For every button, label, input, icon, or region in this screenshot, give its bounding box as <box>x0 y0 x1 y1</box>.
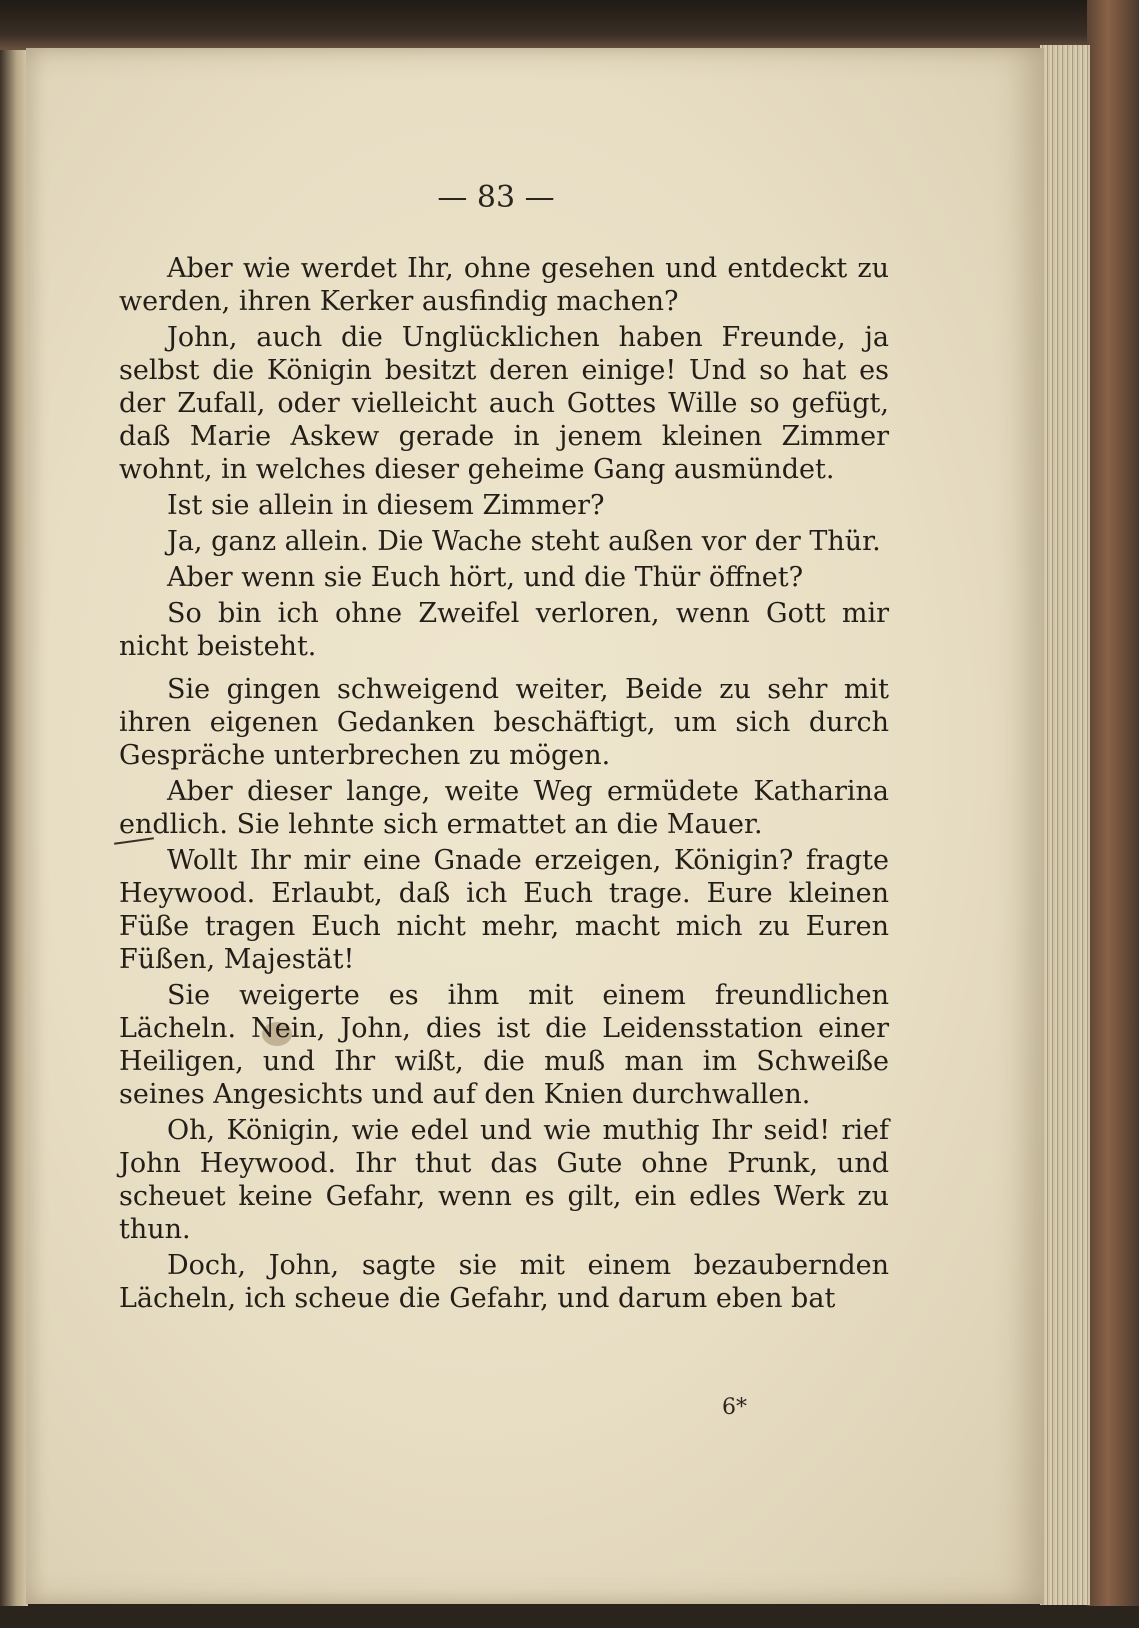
paragraph: Ist sie allein in diesem Zimmer? <box>167 490 605 521</box>
paragraph: Wollt Ihr mir eine Gnade erzeigen, Königin? fragte Heywood. Erlaubt, daß ich Euch trage. Eure kleinen Füße tragen Euch nicht mehr, macht mich zu Euren Füßen, Majestät! <box>119 845 889 975</box>
facing-page-edge <box>0 50 28 1606</box>
paragraph: Oh, Königin, wie edel und wie muthig Ihr seid! rief John Heywood. Ihr thut das Gute ohne Prunk, und scheuet keine Gefahr, wenn es gilt, ein edles Werk zu thun. <box>119 1115 889 1245</box>
paragraph: Sie weigerte es ihm mit einem freundlichen Lächeln. Nein, John, dies ist die Leidensstation einer Heiligen, und Ihr wißt, die muß man im Schweiße seines Angesichts und auf den Knien durchwallen. <box>119 980 889 1110</box>
page-number-header: — 83 — <box>437 180 555 215</box>
paragraph: Ja, ganz allein. Die Wache steht außen vor der Thür. <box>167 526 881 557</box>
paragraph: Aber dieser lange, weite Weg ermüdete Katharina endlich. Sie lehnte sich ermattet an die Mauer. <box>119 776 889 840</box>
paragraph: John, auch die Unglücklichen haben Freunde, ja selbst die Königin besitzt deren einige! Und so hat es der Zufall, oder vielleicht auch Gottes Wille so gefügt, daß Marie Askew gerade in jenem kleinen Zimmer wohnt, in welches dieser geheime Gang ausmündet. <box>119 322 889 485</box>
book-cover-top <box>0 0 1139 50</box>
signature-mark: 6* <box>722 1395 747 1420</box>
paragraph: Aber wie werdet Ihr, ohne gesehen und entdeckt zu werden, ihren Kerker ausfindig machen? <box>119 253 889 317</box>
paragraph: Aber wenn sie Euch hört, und die Thür öffnet? <box>167 562 804 593</box>
page-edges <box>1040 45 1090 1605</box>
paragraph: Sie gingen schweigend weiter, Beide zu sehr mit ihren eigenen Gedanken beschäftigt, um sich durch Gespräche unterbrechen zu mögen. <box>119 674 889 771</box>
paragraph: Doch, John, sagte sie mit einem bezaubernden Lächeln, ich scheue die Gefahr, und darum eben bat <box>119 1250 889 1314</box>
book-cover-bottom <box>0 1606 1139 1628</box>
book-page <box>26 48 1044 1604</box>
book-cover-right <box>1087 0 1139 1628</box>
body-text <box>119 252 889 1318</box>
paragraph: So bin ich ohne Zweifel verloren, wenn Gott mir nicht beisteht. <box>119 598 889 662</box>
